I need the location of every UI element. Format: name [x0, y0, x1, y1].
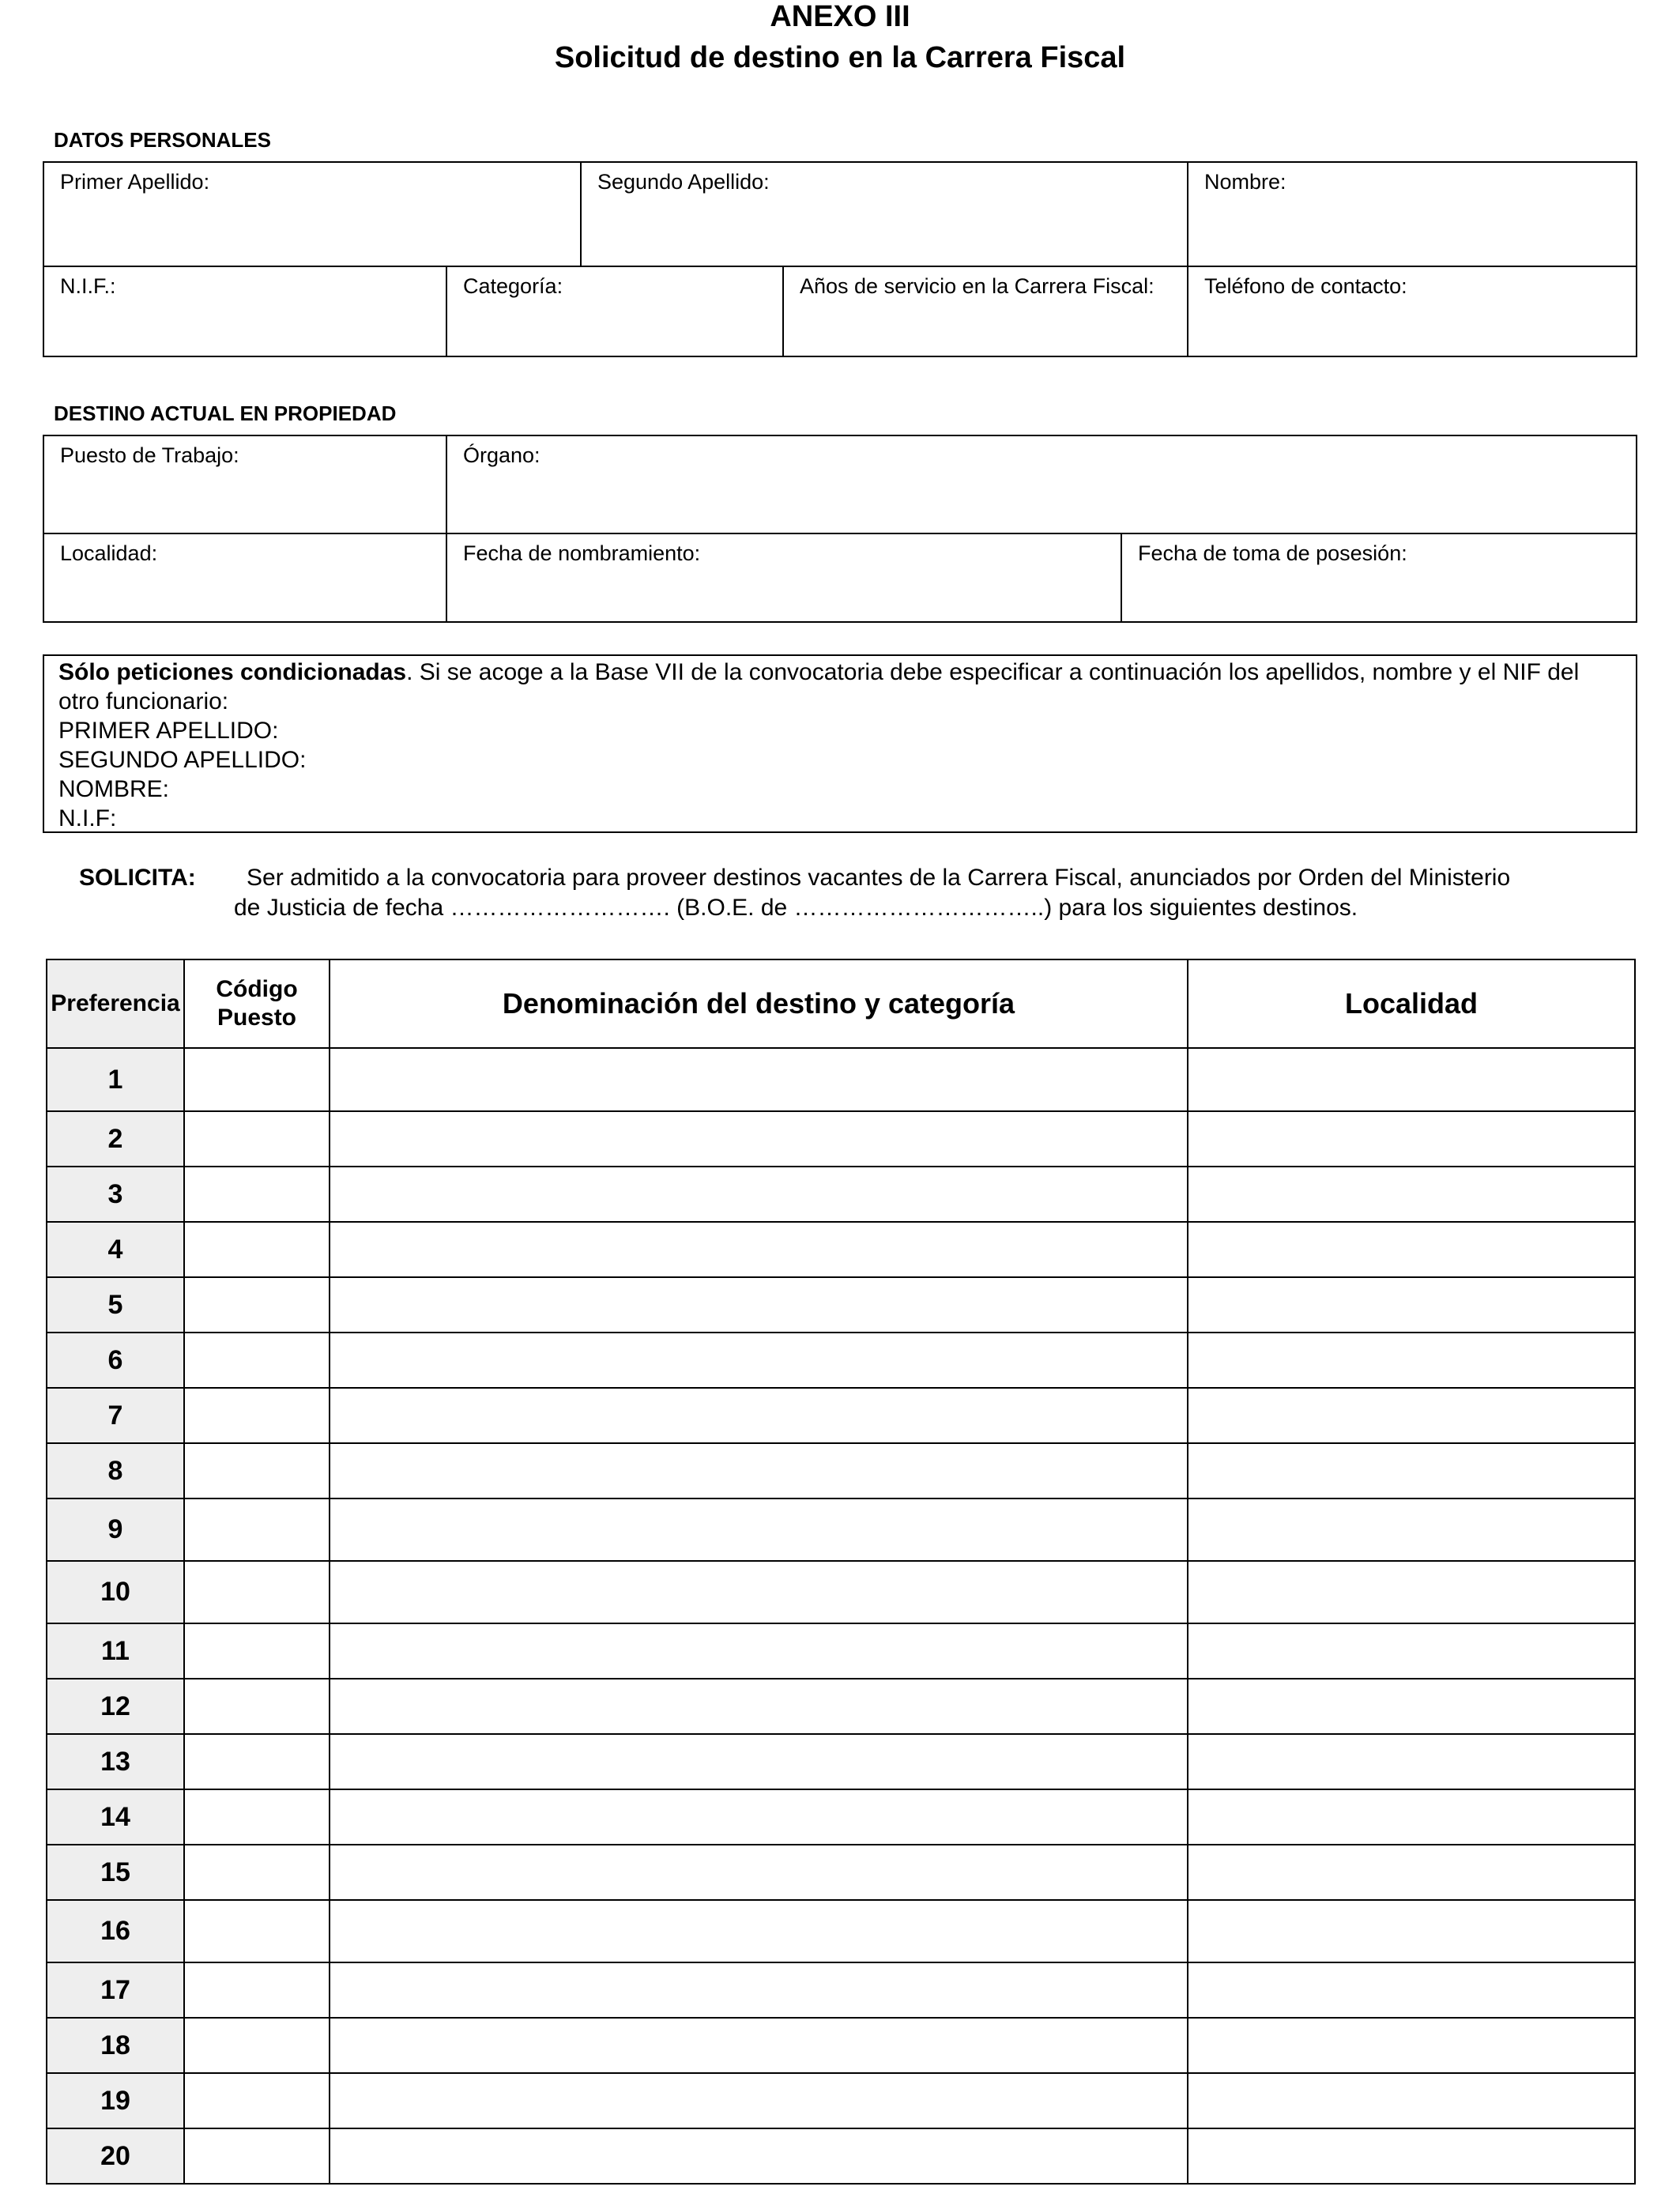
- preference-number: 14: [47, 1789, 184, 1845]
- table-row: [47, 1443, 1635, 1498]
- locality-cell[interactable]: [1188, 1277, 1635, 1333]
- code-cell[interactable]: [184, 1962, 330, 2018]
- denomination-cell[interactable]: [330, 1443, 1188, 1498]
- table-row: [47, 1388, 1635, 1443]
- preference-number: 10: [47, 1561, 184, 1623]
- preference-number: 17: [47, 1962, 184, 2018]
- table-row: [47, 1623, 1635, 1679]
- denomination-cell[interactable]: [330, 1845, 1188, 1900]
- personal-data-section-label: DATOS PERSONALES: [54, 128, 271, 152]
- job-post-field[interactable]: Puesto de Trabajo:: [60, 443, 239, 467]
- possession-date-field[interactable]: Fecha de toma de posesión:: [1138, 541, 1407, 565]
- locality-cell[interactable]: [1188, 1498, 1635, 1561]
- preference-number: 19: [47, 2073, 184, 2128]
- table-row: [47, 1222, 1635, 1277]
- organ-field[interactable]: Órgano:: [463, 443, 541, 467]
- locality-cell[interactable]: [1188, 1962, 1635, 2018]
- header-locality: Localidad: [1188, 959, 1635, 1048]
- preference-number: 9: [47, 1498, 184, 1561]
- code-cell[interactable]: [184, 1167, 330, 1222]
- header-code: Código Puesto: [184, 959, 330, 1048]
- code-cell[interactable]: [184, 1679, 330, 1734]
- locality-cell[interactable]: [1188, 1333, 1635, 1388]
- request-label: SOLICITA:: [79, 865, 196, 891]
- locality-cell[interactable]: [1188, 1111, 1635, 1167]
- table-row: [47, 2018, 1635, 2073]
- preferences-table: [46, 959, 1636, 2185]
- preference-number: 18: [47, 2018, 184, 2073]
- table-row: [47, 1048, 1635, 1111]
- phone-field[interactable]: Teléfono de contacto:: [1204, 274, 1407, 298]
- first-surname-field[interactable]: Primer Apellido:: [60, 170, 210, 194]
- code-cell[interactable]: [184, 1900, 330, 1962]
- code-cell[interactable]: [184, 1388, 330, 1443]
- annex-title: ANEXO III: [770, 0, 910, 33]
- locality-cell[interactable]: [1188, 2018, 1635, 2073]
- request-line-1: Ser admitido a la convocatoria para proveer destinos vacantes de la Carrera Fiscal, anunciados por Orden del Ministerio: [247, 865, 1511, 891]
- code-cell[interactable]: [184, 1734, 330, 1789]
- denomination-cell[interactable]: [330, 1277, 1188, 1333]
- preference-number: 7: [47, 1388, 184, 1443]
- locality-cell[interactable]: [1188, 1048, 1635, 1111]
- preference-number: 6: [47, 1333, 184, 1388]
- denomination-cell[interactable]: [330, 1048, 1188, 1111]
- conditional-first-surname[interactable]: PRIMER APELLIDO:: [58, 718, 279, 744]
- denomination-cell[interactable]: [330, 1498, 1188, 1561]
- conditional-nif[interactable]: N.I.F:: [58, 805, 117, 831]
- code-cell[interactable]: [184, 1277, 330, 1333]
- denomination-cell[interactable]: [330, 2018, 1188, 2073]
- code-cell[interactable]: [184, 2018, 330, 2073]
- denomination-cell[interactable]: [330, 1789, 1188, 1845]
- denomination-cell[interactable]: [330, 1222, 1188, 1277]
- document-title: Solicitud de destino en la Carrera Fiscal: [554, 41, 1126, 74]
- locality-cell[interactable]: [1188, 1789, 1635, 1845]
- preference-number: 16: [47, 1900, 184, 1962]
- code-cell[interactable]: [184, 1222, 330, 1277]
- table-row: [47, 1498, 1635, 1561]
- table-row: [47, 1734, 1635, 1789]
- preference-number: 2: [47, 1111, 184, 1167]
- table-row: [47, 1845, 1635, 1900]
- preference-number: 3: [47, 1167, 184, 1222]
- second-surname-field[interactable]: Segundo Apellido:: [597, 170, 770, 194]
- table-row: [47, 1277, 1635, 1333]
- locality-cell[interactable]: [1188, 1222, 1635, 1277]
- denomination-cell[interactable]: [330, 1679, 1188, 1734]
- preference-number: 13: [47, 1734, 184, 1789]
- table-row: [47, 1679, 1635, 1734]
- table-row: [47, 2128, 1635, 2184]
- denomination-cell[interactable]: [330, 1962, 1188, 2018]
- locality-cell[interactable]: [1188, 1388, 1635, 1443]
- table-row: [47, 1900, 1635, 1962]
- locality-cell[interactable]: [1188, 1734, 1635, 1789]
- locality-cell[interactable]: [1188, 1623, 1635, 1679]
- name-field[interactable]: Nombre:: [1204, 170, 1286, 194]
- conditional-name[interactable]: NOMBRE:: [58, 776, 170, 802]
- table-row: [47, 1561, 1635, 1623]
- personal-data-grid: [43, 161, 1637, 357]
- code-cell[interactable]: [184, 1333, 330, 1388]
- denomination-cell[interactable]: [330, 1167, 1188, 1222]
- code-cell[interactable]: [184, 1561, 330, 1623]
- table-row: [47, 2073, 1635, 2128]
- table-row: [47, 1962, 1635, 2018]
- locality-cell[interactable]: [1188, 1679, 1635, 1734]
- table-row: [47, 1167, 1635, 1222]
- table-row: [47, 1789, 1635, 1845]
- denomination-cell[interactable]: [330, 1333, 1188, 1388]
- code-cell[interactable]: [184, 1048, 330, 1111]
- code-cell[interactable]: [184, 1623, 330, 1679]
- conditional-second-surname[interactable]: SEGUNDO APELLIDO:: [58, 747, 307, 773]
- category-field[interactable]: Categoría:: [463, 274, 563, 298]
- code-cell[interactable]: [184, 1845, 330, 1900]
- locality-cell[interactable]: [1188, 1443, 1635, 1498]
- locality-cell[interactable]: [1188, 1900, 1635, 1962]
- locality-cell[interactable]: [1188, 1167, 1635, 1222]
- preference-number: 11: [47, 1623, 184, 1679]
- denomination-cell[interactable]: [330, 1561, 1188, 1623]
- appointment-date-field[interactable]: Fecha de nombramiento:: [463, 541, 701, 565]
- denomination-cell[interactable]: [330, 1734, 1188, 1789]
- preference-number: 15: [47, 1845, 184, 1900]
- header-preference: Preferencia: [47, 959, 184, 1048]
- header-denomination: Denominación del destino y categoría: [330, 959, 1188, 1048]
- locality-cell[interactable]: [1188, 1845, 1635, 1900]
- conditional-requests-box: [43, 654, 1637, 833]
- preference-number: 5: [47, 1277, 184, 1333]
- locality-cell[interactable]: [1188, 2128, 1635, 2184]
- conditional-text: . Si se acoge a la Base VII de la convocatoria debe especificar a continuación los apellidos, nombre y el NIF del otro funcionario:: [58, 659, 1580, 714]
- preference-number: 8: [47, 1443, 184, 1498]
- code-cell[interactable]: [184, 1789, 330, 1845]
- locality-cell[interactable]: [1188, 2073, 1635, 2128]
- preference-number: 1: [47, 1048, 184, 1111]
- preference-number: 20: [47, 2128, 184, 2184]
- code-cell[interactable]: [184, 1498, 330, 1561]
- code-cell[interactable]: [184, 1111, 330, 1167]
- denomination-cell[interactable]: [330, 2128, 1188, 2184]
- nif-field[interactable]: N.I.F.:: [60, 274, 116, 298]
- denomination-cell[interactable]: [330, 1111, 1188, 1167]
- request-line-2: de Justicia de fecha ………………………. (B.O.E. de …………………………..) para los siguientes destinos.: [234, 895, 1358, 921]
- table-row: [47, 1111, 1635, 1167]
- request-statement: [79, 863, 1644, 923]
- preference-number: 12: [47, 1679, 184, 1734]
- locality-cell[interactable]: [1188, 1561, 1635, 1623]
- code-cell[interactable]: [184, 2073, 330, 2128]
- years-service-field[interactable]: Años de servicio en la Carrera Fiscal:: [800, 274, 1155, 298]
- denomination-cell[interactable]: [330, 1388, 1188, 1443]
- code-cell[interactable]: [184, 2128, 330, 2184]
- locality-field[interactable]: Localidad:: [60, 541, 158, 565]
- denomination-cell[interactable]: [330, 2073, 1188, 2128]
- table-row: [47, 1333, 1635, 1388]
- current-post-grid: [43, 435, 1637, 623]
- preference-number: 4: [47, 1222, 184, 1277]
- denomination-cell[interactable]: [330, 1900, 1188, 1962]
- code-cell[interactable]: [184, 1443, 330, 1498]
- conditional-intro: [58, 658, 1622, 716]
- denomination-cell[interactable]: [330, 1623, 1188, 1679]
- conditional-lead: Sólo peticiones condicionadas: [58, 659, 407, 685]
- current-post-section-label: DESTINO ACTUAL EN PROPIEDAD: [54, 401, 397, 425]
